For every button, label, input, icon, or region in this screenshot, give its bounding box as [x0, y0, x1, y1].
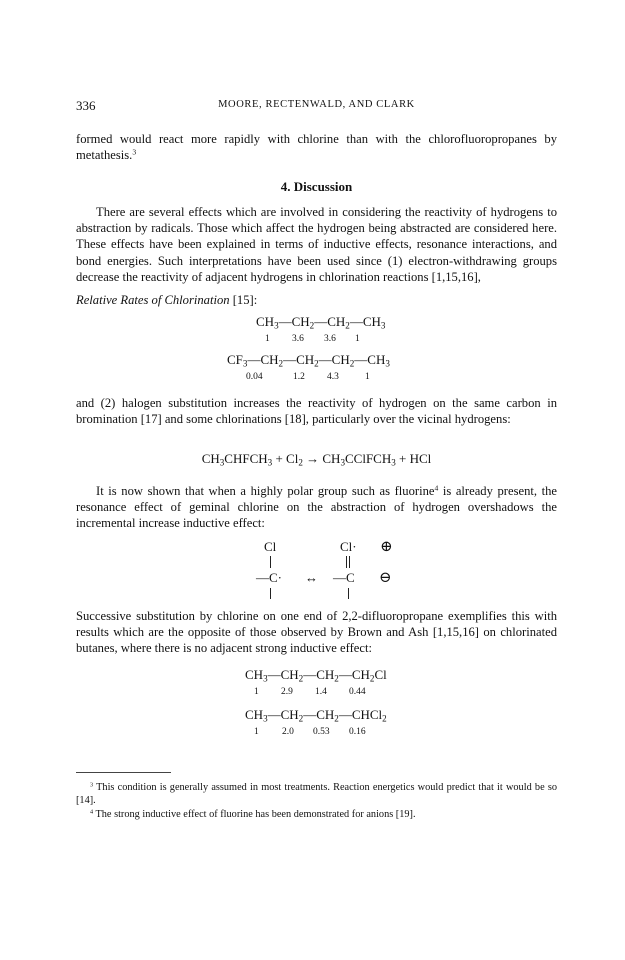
- resonance-arrow: ↔: [305, 570, 318, 585]
- negative-charge-icon: ⊖: [379, 570, 392, 586]
- footnote-mark: 3: [90, 781, 94, 789]
- footnote-text: This condition is generally assumed in most treatments. Reaction energetics would predict that it would be so [14].: [76, 782, 558, 806]
- rate-value: 1.2: [293, 372, 305, 382]
- discussion-paragraph-2: and (2) halogen substitution increases the reactivity of hydrogen on the same carbon in bromination [17] and some chlorinations [18], particularly over the vicinal hydrogens:: [76, 396, 557, 427]
- double-bond-line: [346, 556, 347, 568]
- footnote-ref: 4: [434, 483, 439, 493]
- continuation-paragraph: [76, 131, 557, 163]
- rate-value: 3.6: [292, 334, 304, 344]
- section-heading: 4. Discussion: [280, 179, 353, 194]
- reaction-equation: $CH_3CHFCH_3 + Cl_2$ → $CH_3CClFCH_3$ + HCl: [201, 451, 432, 468]
- discussion-paragraph-1: There are several effects which are involved in considering the reactivity of hydrogens to abstraction by radicals. Those which affect the hydrogen being abstracted are considered here. These effects have been explained in terms of inductive effects, resonance interactions, and bond energies. Such interpretations have been used since (1) electron-withdrawing groups decrease the reactivity of adjacent hydrogens in chlorination reactions [1,15,16],: [76, 205, 557, 284]
- rates-label-italic: Relative Rates of Chlorination: [76, 293, 230, 307]
- rate-value: 0.04: [246, 372, 263, 382]
- paragraph3-text-a: It is now shown that when a highly polar group such as fluorine: [96, 484, 435, 498]
- footnote-mark: 4: [90, 808, 94, 816]
- formula-dichlorobutane: $CH_3—CH_2—CH_2—CHCl_2$: [245, 707, 387, 724]
- footnote-4: [76, 808, 557, 821]
- discussion-paragraph-4: Successive substitution by chlorine on one end of 2,2-difluoropropane exemplifies this with results which are the opposite of those observed by Brown and Ash [1,15,16] on chlorinated butanes, where there is no adjacent strong inductive effect:: [76, 609, 557, 656]
- resonance-right-carbon: —C: [333, 570, 355, 585]
- rate-value: 4.3: [327, 372, 339, 382]
- rate-value: 0.44: [349, 687, 366, 697]
- formula-chlorobutane: $CH_3—CH_2—CH_2—CH_2Cl$: [245, 667, 387, 684]
- running-head: MOORE, RECTENWALD, AND CLARK: [218, 99, 415, 110]
- resonance-left-carbon: —C·: [256, 570, 282, 585]
- rate-value: 1: [355, 334, 360, 344]
- rate-value: 2.0: [282, 727, 294, 737]
- rate-value: 1: [365, 372, 370, 382]
- resonance-right-cl: Cl·: [340, 539, 357, 554]
- double-bond-line: [349, 556, 350, 568]
- continuation-text: formed would react more rapidly with chlorine than with the chlorofluoropropanes by metathesis.: [76, 132, 557, 163]
- positive-charge-icon: ⊕: [380, 539, 393, 555]
- formula-butane: $CH_3—CH_2—CH_2—CH_3$: [256, 314, 386, 331]
- page-number: 336: [76, 98, 96, 113]
- rates-label-ref: [15]:: [232, 293, 258, 307]
- page-header: [76, 98, 557, 116]
- formula-trifluoropentane: $CF_3—CH_2—CH_2—CH_2—CH_3$: [227, 352, 390, 369]
- rates-label: [76, 292, 557, 308]
- paragraph3-text-b: is already present, the resonance effect of geminal chlorine on the abstraction of hydrogen overshadows the incremental increase inductive effect:: [76, 484, 557, 531]
- footnote-rule: [76, 772, 171, 773]
- bond-line: [348, 588, 349, 599]
- resonance-left-cl: Cl: [264, 539, 277, 554]
- rate-value: 2.9: [281, 687, 293, 697]
- footnote-ref: 3: [132, 147, 137, 157]
- discussion-paragraph-3: [76, 483, 557, 532]
- rate-value: 0.53: [313, 727, 330, 737]
- rate-value: 3.6: [324, 334, 336, 344]
- footnote-3: [76, 781, 557, 807]
- bond-line: [270, 556, 271, 568]
- rate-value: 1: [254, 687, 259, 697]
- rate-value: 1.4: [315, 687, 327, 697]
- bond-line: [270, 588, 271, 599]
- rate-value: 1: [254, 727, 259, 737]
- footnote-text: The strong inductive effect of fluorine has been demonstrated for anions [19].: [95, 809, 416, 820]
- rate-value: 0.16: [349, 727, 366, 737]
- rate-value: 1: [265, 334, 270, 344]
